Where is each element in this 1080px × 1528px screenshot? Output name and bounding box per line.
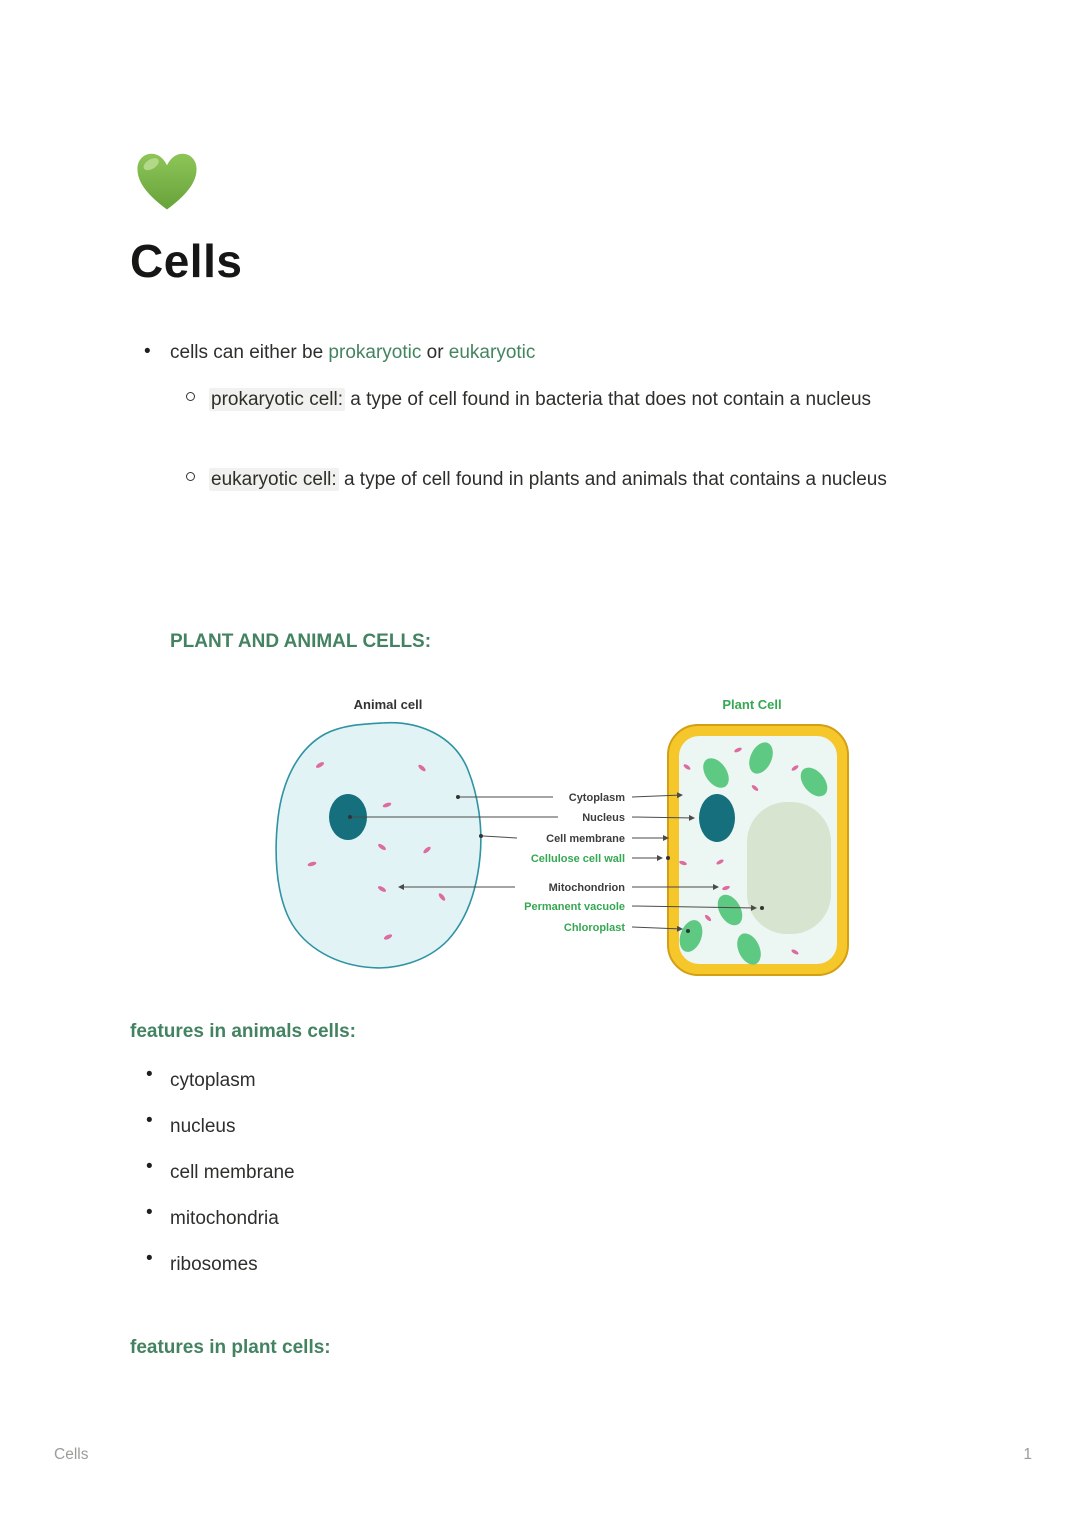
bullet-marker: • — [146, 1110, 153, 1131]
definition-text: a type of cell found in bacteria that does not contain a nucleus — [345, 389, 872, 410]
bullet-item — [170, 336, 950, 369]
sub-bullet-item — [209, 383, 944, 416]
footer-page-title: Cells — [54, 1446, 89, 1463]
intro-text-pre: cells can either be — [170, 342, 329, 363]
link-eukaryotic[interactable]: eukaryotic — [448, 342, 536, 363]
animal-cell-drawing — [276, 723, 481, 968]
label-chloroplast: Chloroplast — [563, 922, 625, 934]
bullet-marker: • — [146, 1248, 153, 1269]
label-cell-membrane: Cell membrane — [546, 833, 625, 845]
sub-bullet-marker — [186, 392, 195, 401]
plant-nucleus — [699, 794, 735, 842]
intro-text-mid: or — [421, 342, 449, 363]
bullet-marker: • — [146, 1202, 153, 1223]
animal-cell-title: Animal cell — [353, 697, 423, 712]
label-cellulose-cell-wall: Cellulose cell wall — [530, 853, 625, 865]
bullet-marker: • — [144, 341, 151, 362]
label-cytoplasm: Cytoplasm — [568, 792, 625, 804]
label-permanent-vacuole: Permanent vacuole — [524, 901, 625, 913]
plant-cell-title: Plant Cell — [722, 697, 782, 712]
term-eukaryotic-cell: eukaryotic cell: — [211, 469, 337, 490]
label-nucleus: Nucleus — [582, 812, 625, 824]
label-mitochondrion: Mitochondrion — [548, 882, 625, 894]
list-item: ribosomes — [170, 1254, 258, 1275]
green-heart-icon — [128, 142, 206, 218]
cell-diagram — [270, 692, 850, 988]
bullet-marker: • — [146, 1064, 153, 1085]
bullet-marker: • — [146, 1156, 153, 1177]
sub-bullet-marker — [186, 472, 195, 481]
section-heading-plant-animal-cells: PLANT AND ANIMAL CELLS: — [170, 631, 432, 652]
plant-cell-drawing — [668, 725, 848, 975]
definition-text: a type of cell found in plants and animals that contains a nucleus — [338, 469, 887, 490]
heading-animal-features: features in animals cells: — [130, 1021, 356, 1042]
diagram-labels — [524, 792, 625, 934]
list-item: cell membrane — [170, 1162, 295, 1183]
plant-vacuole — [747, 802, 831, 934]
list-item: mitochondria — [170, 1208, 279, 1229]
link-prokaryotic[interactable]: prokaryotic — [328, 342, 422, 363]
list-item: cytoplasm — [170, 1070, 256, 1091]
list-item: nucleus — [170, 1116, 236, 1137]
page-title: Cells — [130, 235, 243, 287]
sub-bullet-item — [209, 463, 944, 496]
term-prokaryotic-cell: prokaryotic cell: — [211, 389, 343, 410]
heading-plant-features: features in plant cells: — [130, 1337, 331, 1358]
footer-page-number: 1 — [1023, 1446, 1032, 1463]
